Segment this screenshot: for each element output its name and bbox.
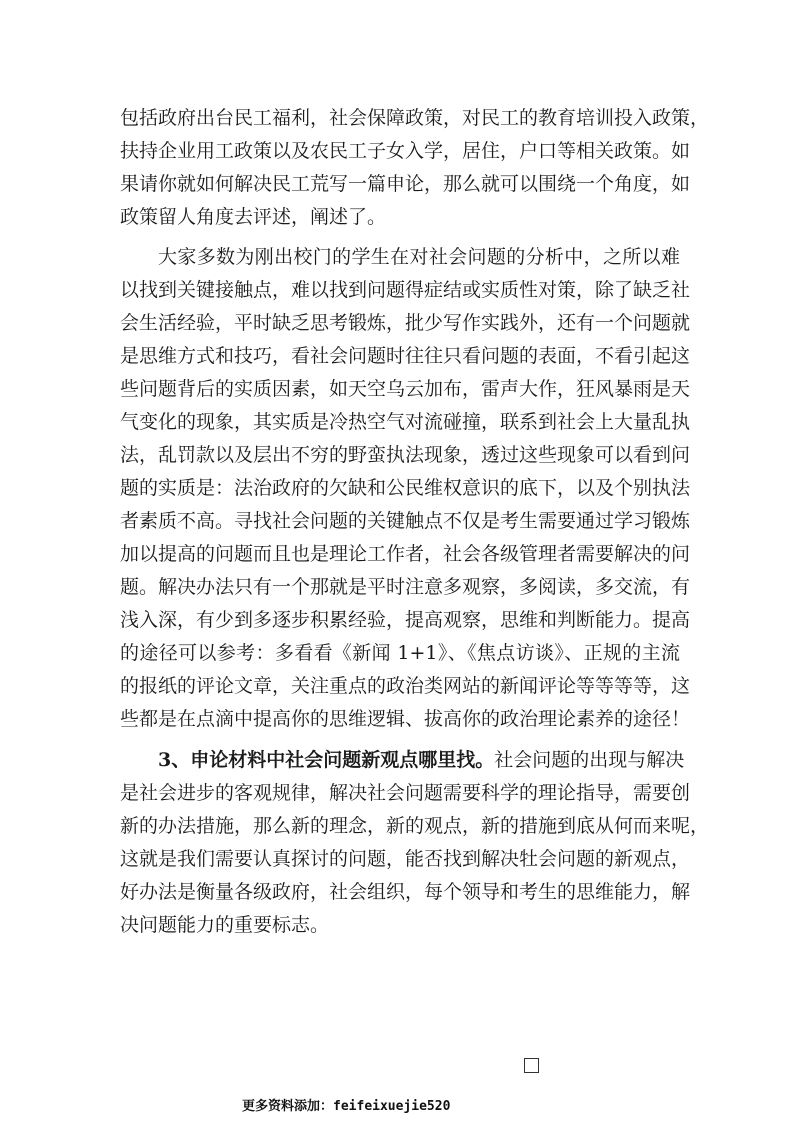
paragraph-2-line-10: 加以提高的问题而且也是理论工作者，社会各级管理者需要解决的问	[120, 543, 691, 565]
paragraph-2-line-7: 法，乱罚款以及层出不穷的野蛮执法现象，透过这些现象可以看到问	[120, 444, 691, 466]
paragraph-3-line-5: 好办法是衡量各级政府，社会组织，每个领导和考生的思维能力，解	[120, 881, 691, 903]
footer-contact	[242, 1098, 450, 1116]
paragraph-2-line-3: 会生活经验，平时缺乏思考锻炼，批少写作实践外，还有一个问题就	[120, 312, 691, 334]
paragraph-2-line-12: 浅入深，有少到多逐步积累经验，提高观察，思维和判断能力。提高	[120, 609, 691, 631]
paragraph-2-line-13: 的途径可以参考：多看看《新闻 1+1》、《焦点访谈》、正规的主流	[120, 642, 680, 664]
paragraph-2-line-2: 以找到关键接触点，难以找到问题得症结或实质性对策，除了缺乏社	[120, 279, 691, 301]
paragraph-2-line-14: 的报纸的评论文章，关注重点的政治类网站的新闻评论等等等等，这	[120, 675, 691, 697]
paragraph-2-line-1: 大家多数为刚出校门的学生在对社会问题的分析中，之所以难	[158, 246, 680, 268]
paragraph-3-line-3: 新的办法措施，那么新的理念，新的观点，新的措施到底从何而来呢，	[120, 815, 710, 837]
empty-square-box	[524, 1058, 539, 1073]
paragraph-2-line-6: 气变化的现象，其实质是冷热空气对流碰撞，联系到社会上大量乱执	[120, 411, 691, 433]
paragraph-2-line-9: 者素质不高。寻找社会问题的关键触点不仅是考生需要通过学习锻炼	[120, 510, 691, 532]
paragraph-3-line-4: 这就是我们需要认真探讨的问题，能否找到解决牡会问题的新观点，	[120, 848, 691, 870]
paragraph-3-line-2: 是社会进步的客观规律，解决社会问题需要科学的理论指导，需要创	[120, 782, 691, 804]
paragraph-3-line-6: 决问题能力的重要标志。	[120, 914, 330, 936]
paragraph-2-line-4: 是思维方式和技巧，看社会问题时往往只看问题的表面，不看引起这	[120, 345, 691, 367]
section-heading: 3、申论材料中社会问题新观点哪里找。	[158, 749, 495, 771]
paragraph-1-line-1: 包括政府出台民工福利，社会保障政策，对民工的教育培训投入政策，	[120, 107, 710, 129]
paragraph-3-line-1	[158, 748, 685, 772]
paragraph-1-line-3: 果请你就如何解决民工荒写一篇申论，那么就可以围绕一个角度，如	[120, 173, 691, 195]
paragraph-3-line-1-rest: 社会问题的出现与解决	[494, 749, 685, 771]
paragraph-2-line-11: 题。解决办法只有一个那就是平时注意多观察，多阅读，多交流，有	[120, 576, 691, 598]
footer-handle: feifeixuejie520	[333, 1099, 451, 1114]
paragraph-2-line-8: 题的实质是：法治政府的欠缺和公民维权意识的底下，以及个别执法	[120, 477, 691, 499]
paragraph-2-line-5: 些问题背后的实质因素，如天空乌云加布，雷声大作，狂风暴雨是天	[120, 378, 691, 400]
paragraph-2-line-15: 些都是在点滴中提高你的思维逻辑、拔高你的政治理论素养的途径！	[120, 708, 691, 730]
paragraph-1-line-4: 政策留人角度去评述，阐述了。	[120, 206, 387, 228]
footer-label: 更多资料添加：	[242, 1099, 334, 1114]
paragraph-1-line-2: 扶持企业用工政策以及农民工子女入学，居住，户口等相关政策。如	[120, 140, 691, 162]
